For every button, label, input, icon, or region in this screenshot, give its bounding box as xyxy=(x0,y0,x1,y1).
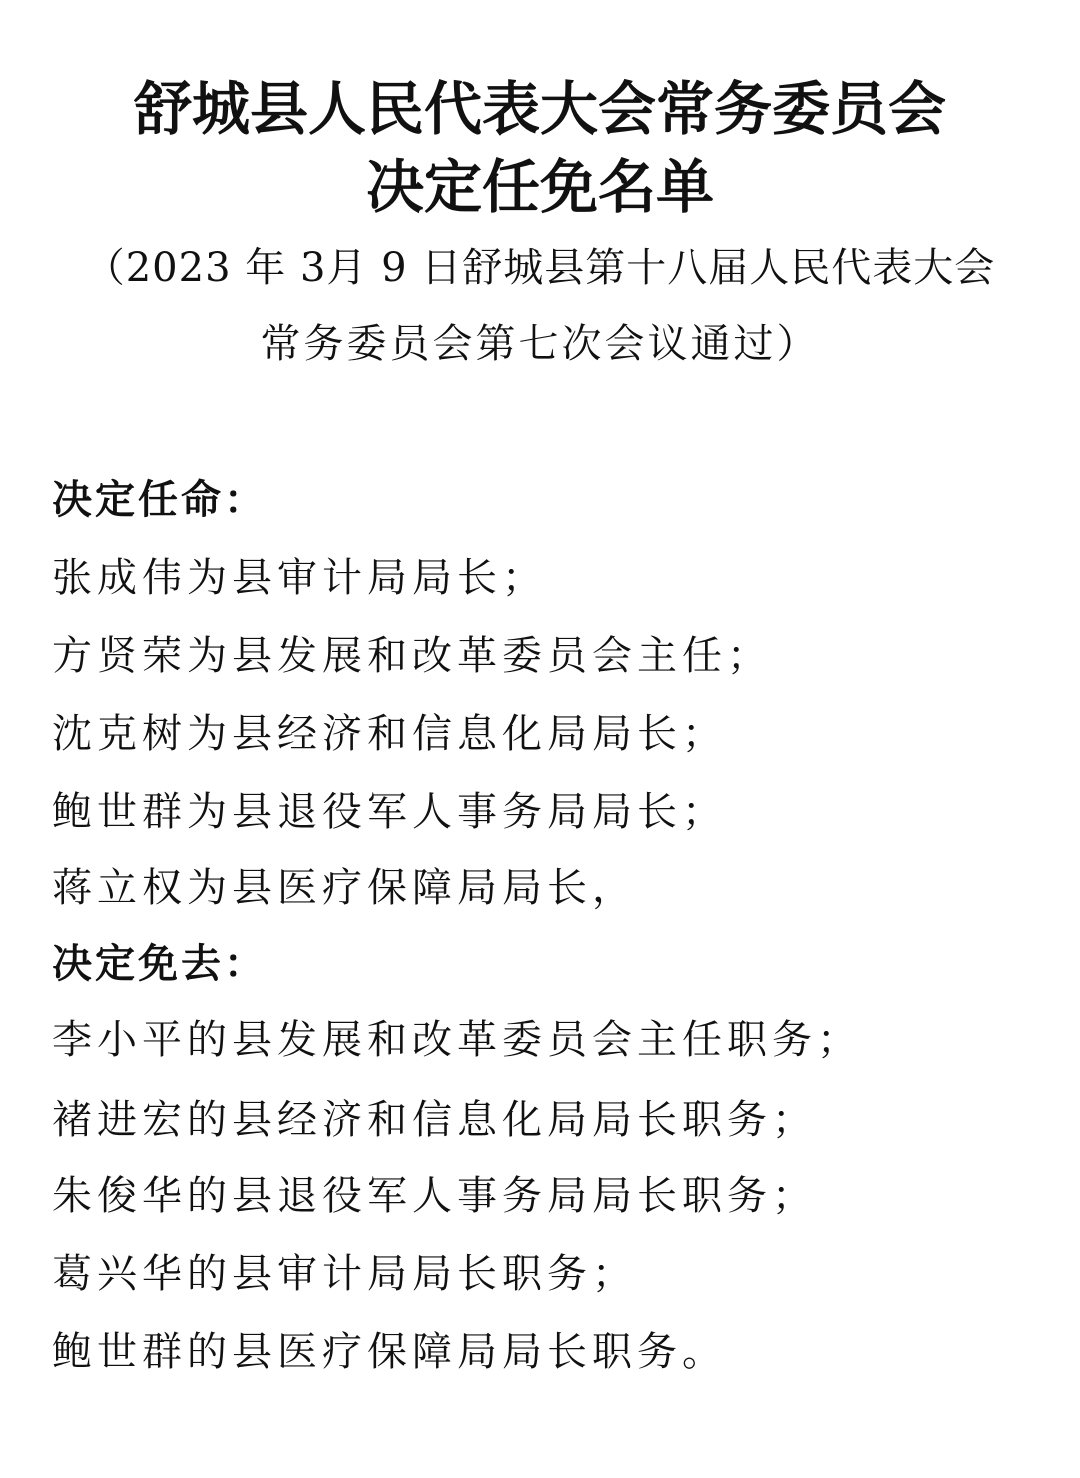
appointment-item: 张成伟为县审计局局长； xyxy=(52,555,547,601)
removals-heading: 决定免去： xyxy=(52,941,267,987)
appointment-item: 蒋立权为县医疗保障局局长， xyxy=(52,865,637,911)
removal-item: 鲍世群的县医疗保障局局长职务。 xyxy=(52,1329,727,1375)
appointments-heading: 决定任命： xyxy=(52,477,267,523)
removal-item: 葛兴华的县审计局局长职务； xyxy=(52,1251,637,1297)
appointment-item: 沈克树为县经济和信息化局局长； xyxy=(52,711,727,757)
document-title-line-2: 决定任免名单 xyxy=(365,153,714,221)
document-subtitle-line-2: 常务委员会第七次会议通过） xyxy=(260,321,820,367)
removal-item: 李小平的县发展和改革委员会主任职务； xyxy=(52,1017,862,1063)
removal-item: 朱俊华的县退役军人事务局局长职务； xyxy=(52,1173,817,1219)
removal-item: 褚进宏的县经济和信息化局局长职务； xyxy=(52,1097,817,1143)
appointment-item: 方贤荣为县发展和改革委员会主任； xyxy=(52,633,772,679)
document-subtitle-line-1: （2023 年 3月 9 日舒城县第十八届人民代表大会 xyxy=(84,245,996,291)
document-title-line-1: 舒城县人民代表大会常务委员会 xyxy=(133,75,946,143)
appointment-item: 鲍世群为县退役军人事务局局长； xyxy=(52,789,727,835)
